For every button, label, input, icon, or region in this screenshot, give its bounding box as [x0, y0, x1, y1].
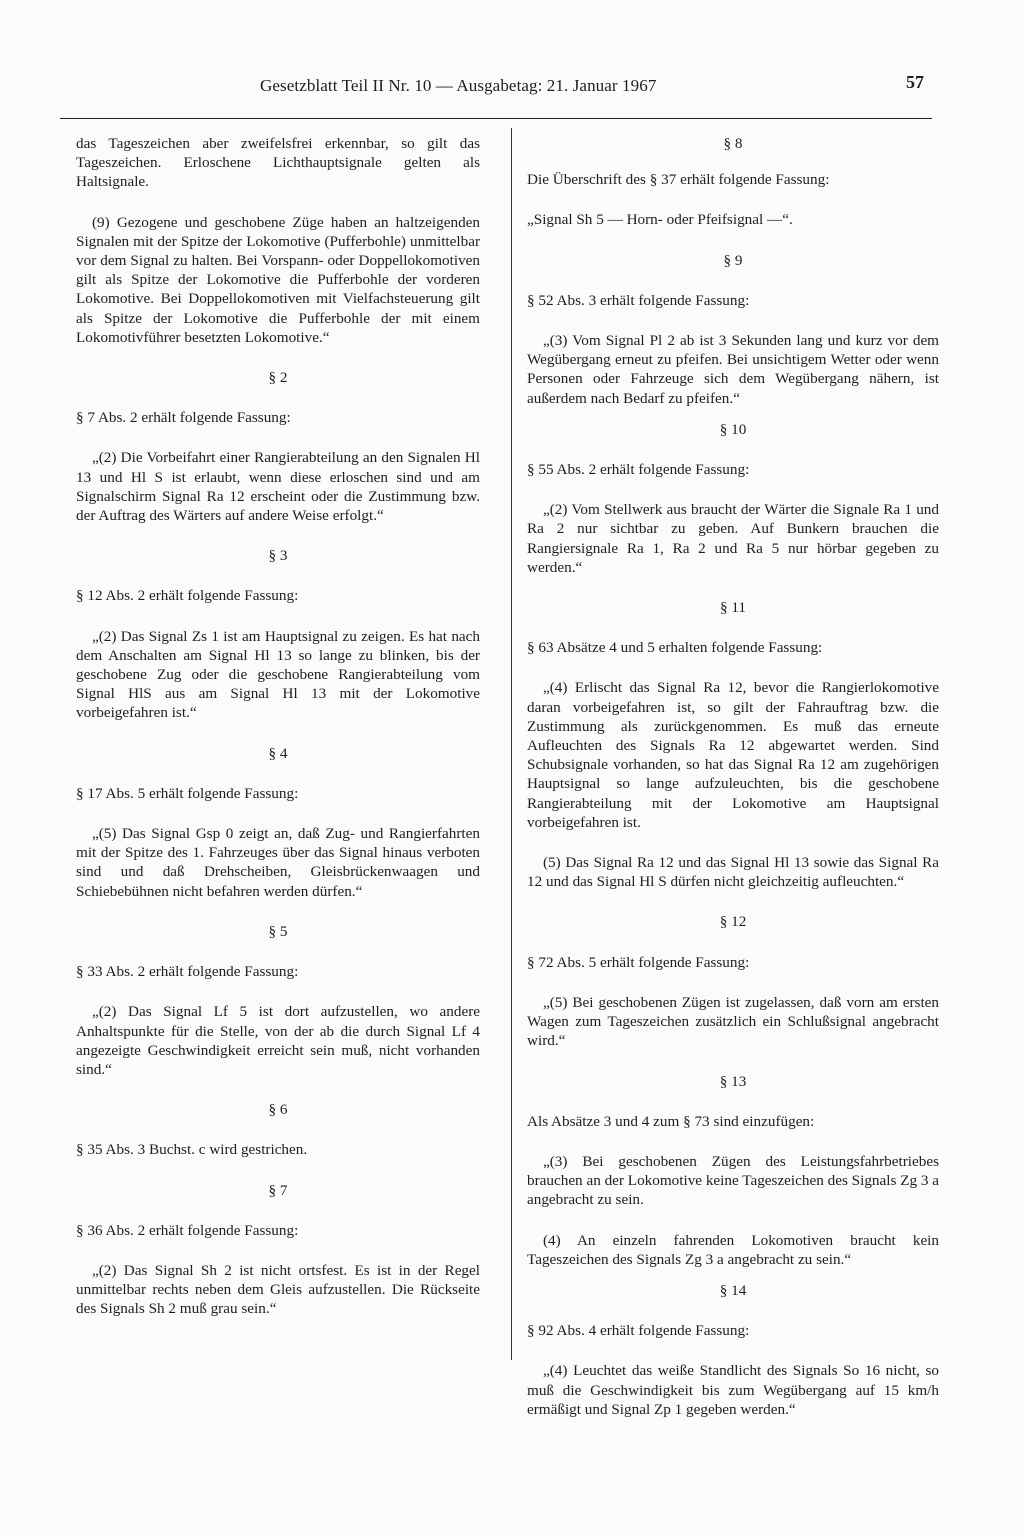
- amendment-text: (5) Das Signal Ra 12 und das Signal Hl 13 sowie das Signal Ra 12 und das Signal Hl S dürfen nicht gleichzeitig aufleuchten.“: [527, 854, 939, 891]
- amendment-text: „(2) Das Signal Sh 2 ist nicht ortsfest. Es ist in der Regel unmittelbar rechts neben dem Gleis aufzustellen. Die Rückseite des Signals Sh 2 muß grau sein.“: [76, 1261, 480, 1318]
- amendment-text: „(3) Bei geschobenen Zügen des Leistungsfahrbetriebes brauchen an der Lokomotive keine Tageszeichen des Signals Zg 3 a angebracht zu sein.: [527, 1152, 939, 1209]
- section-heading-13: § 13: [719, 1072, 747, 1090]
- paragraph-continuation: das Tageszeichen aber zweifelsfrei erkennbar, so gilt das Tageszeichen. Erloschene Lichthauptsignale gelten als Haltsignale.: [76, 135, 480, 191]
- amendment-instruction: § 92 Abs. 4 erhält folgende Fassung:: [527, 1322, 750, 1340]
- amendment-text: „(4) Erlischt das Signal Ra 12, bevor die Rangierlokomotive daran vorbeigefahren ist, so gilt der Fahrauftrag bzw. die Zustimmung als zurückgenommen. Es muß das erneute Aufleuchten des Signals Ra 12 abgewartet werden. Sind Schubsignale vorhanden, so hat das Signal Ra 12 am zugehörigen Hauptsignal so lange aufzuleuchten, bis die geschobene Rangierabteilung mit der Lokomotive am Hauptsignal vorbeigefahren ist.: [527, 679, 939, 831]
- section-heading-14: § 14: [719, 1281, 747, 1299]
- section-heading-10: § 10: [719, 420, 747, 438]
- section-heading-6: § 6: [268, 1101, 288, 1119]
- section-heading-7: § 7: [268, 1181, 288, 1199]
- amendment-instruction: § 7 Abs. 2 erhält folgende Fassung:: [76, 409, 291, 427]
- amendment-text: „(2) Das Signal Lf 5 ist dort aufzustellen, wo andere Anhaltspunkte für die Stelle, von der ab die durch Signal Lf 4 angezeigte Geschwindigkeit erreicht sein muß, nicht vorhanden sind.“: [76, 1003, 480, 1078]
- amendment-instruction: § 52 Abs. 3 erhält folgende Fassung:: [527, 291, 750, 309]
- section-heading-2: § 2: [268, 369, 288, 387]
- amendment-instruction: § 17 Abs. 5 erhält folgende Fassung:: [76, 784, 299, 802]
- amendment-text: „(5) Bei geschobenen Zügen ist zugelassen, daß vorn am ersten Wagen zum Tageszeichen zusätzlich ein Schlußsignal angebracht wird.“: [527, 993, 939, 1050]
- paragraph-9: (9) Gezogene und geschobene Züge haben an haltzeigenden Signalen mit der Spitze der Lokomotive (Pufferbohle) unmittelbar vor dem Signal zu halten. Bei Vorspann- oder Doppellokomotiven gilt als Spitze der Lokomotive die Pufferbohle der vorderen Lokomotive. Bei Doppellokomotiven mit Vielfachsteuerung gilt als Spitze der Lokomotive die Pufferbohle der mit einem Lokomotivführer besetzten Lokomotive.“: [76, 213, 480, 346]
- amendment-text: „(5) Das Signal Gsp 0 zeigt an, daß Zug- und Rangierfahrten mit der Spitze des 1. Fahrzeuges über das Signal hinaus verboten sind und daß Drehscheiben, Gleisbrückenwaagen und Schiebebühnen nicht befahren werden dürfen.“: [76, 825, 480, 900]
- amendment-instruction: § 36 Abs. 2 erhält folgende Fassung:: [76, 1221, 299, 1239]
- amendment-instruction: Die Überschrift des § 37 erhält folgende Fassung:: [527, 171, 830, 189]
- amendment-text: „(3) Vom Signal Pl 2 ab ist 3 Sekunden lang und kurz vor dem Wegübergang erneut zu pfeifen. Bei unsichtigem Wetter oder wenn Personen oder Fahrzeuge sich dem Wegübergang nähern, ist außerdem nach Bedarf zu pfeifen.“: [527, 332, 939, 407]
- page-number: 57: [906, 72, 924, 92]
- section-heading-3: § 3: [268, 547, 288, 565]
- amendment-text: „(4) Leuchtet das weiße Standlicht des Signals So 16 nicht, so muß die Geschwindigkeit bis zum Wegübergang auf 15 km/h ermäßigt und Signal Zp 1 gegeben werden.“: [527, 1362, 939, 1418]
- amendment-instruction: § 12 Abs. 2 erhält folgende Fassung:: [76, 587, 299, 605]
- amendment-text: „Signal Sh 5 — Horn- oder Pfeifsignal —“.: [527, 211, 793, 229]
- left-column: [76, 134, 480, 1319]
- amendment-instruction: § 55 Abs. 2 erhält folgende Fassung:: [527, 461, 750, 479]
- amendment-instruction: § 63 Absätze 4 und 5 erhalten folgende Fassung:: [527, 639, 823, 657]
- amendment-instruction: § 35 Abs. 3 Buchst. c wird gestrichen.: [76, 1141, 308, 1159]
- header-title: Gesetzblatt Teil II Nr. 10 — Ausgabetag: 21. Januar 1967: [260, 76, 657, 95]
- section-heading-9: § 9: [723, 251, 743, 269]
- amendment-instruction: § 72 Abs. 5 erhält folgende Fassung:: [527, 953, 750, 971]
- amendment-instruction: § 33 Abs. 2 erhält folgende Fassung:: [76, 963, 299, 981]
- amendment-instruction: Als Absätze 3 und 4 zum § 73 sind einzufügen:: [527, 1112, 815, 1130]
- section-heading-4: § 4: [268, 744, 288, 762]
- amendment-text: „(2) Die Vorbeifahrt einer Rangierabteilung an den Signalen Hl 13 und Hl S ist erlaubt, wenn diese erloschen sind und am Signalschirm Signal Ra 12 erscheint oder die Zustimmung bzw. der Auftrag des Wärters auf andere Weise erfolgt.“: [76, 449, 480, 525]
- right-column: [527, 134, 939, 1419]
- section-heading-12: § 12: [719, 913, 747, 931]
- section-heading-11: § 11: [719, 599, 746, 617]
- amendment-text: „(2) Vom Stellwerk aus braucht der Wärter die Signale Ra 1 und Ra 2 nur sichtbar zu geben. Auf Bunkern brauchen die Rangiersignale Ra 1, Ra 2 und Ra 5 nur hörbar gegeben zu werden.“: [527, 501, 939, 576]
- page-header: [60, 72, 930, 96]
- section-heading-5: § 5: [268, 922, 288, 940]
- amendment-text: (4) An einzeln fahrenden Lokomotiven braucht kein Tageszeichen des Signals Zg 3 a angebracht zu sein.“: [527, 1231, 939, 1268]
- amendment-text: „(2) Das Signal Zs 1 ist am Hauptsignal zu zeigen. Es hat nach dem Anschalten am Signal Hl 13 so lange zu blinken, bis der geschobene Zug oder die geschobene Rangierabteilung vom Signal HlS aus am Signal Hl 13 mit der Lokomotive vorbeigefahren ist.“: [76, 627, 480, 722]
- column-divider: [511, 128, 512, 1360]
- header-rule: [60, 118, 932, 119]
- section-heading-8: § 8: [723, 135, 743, 152]
